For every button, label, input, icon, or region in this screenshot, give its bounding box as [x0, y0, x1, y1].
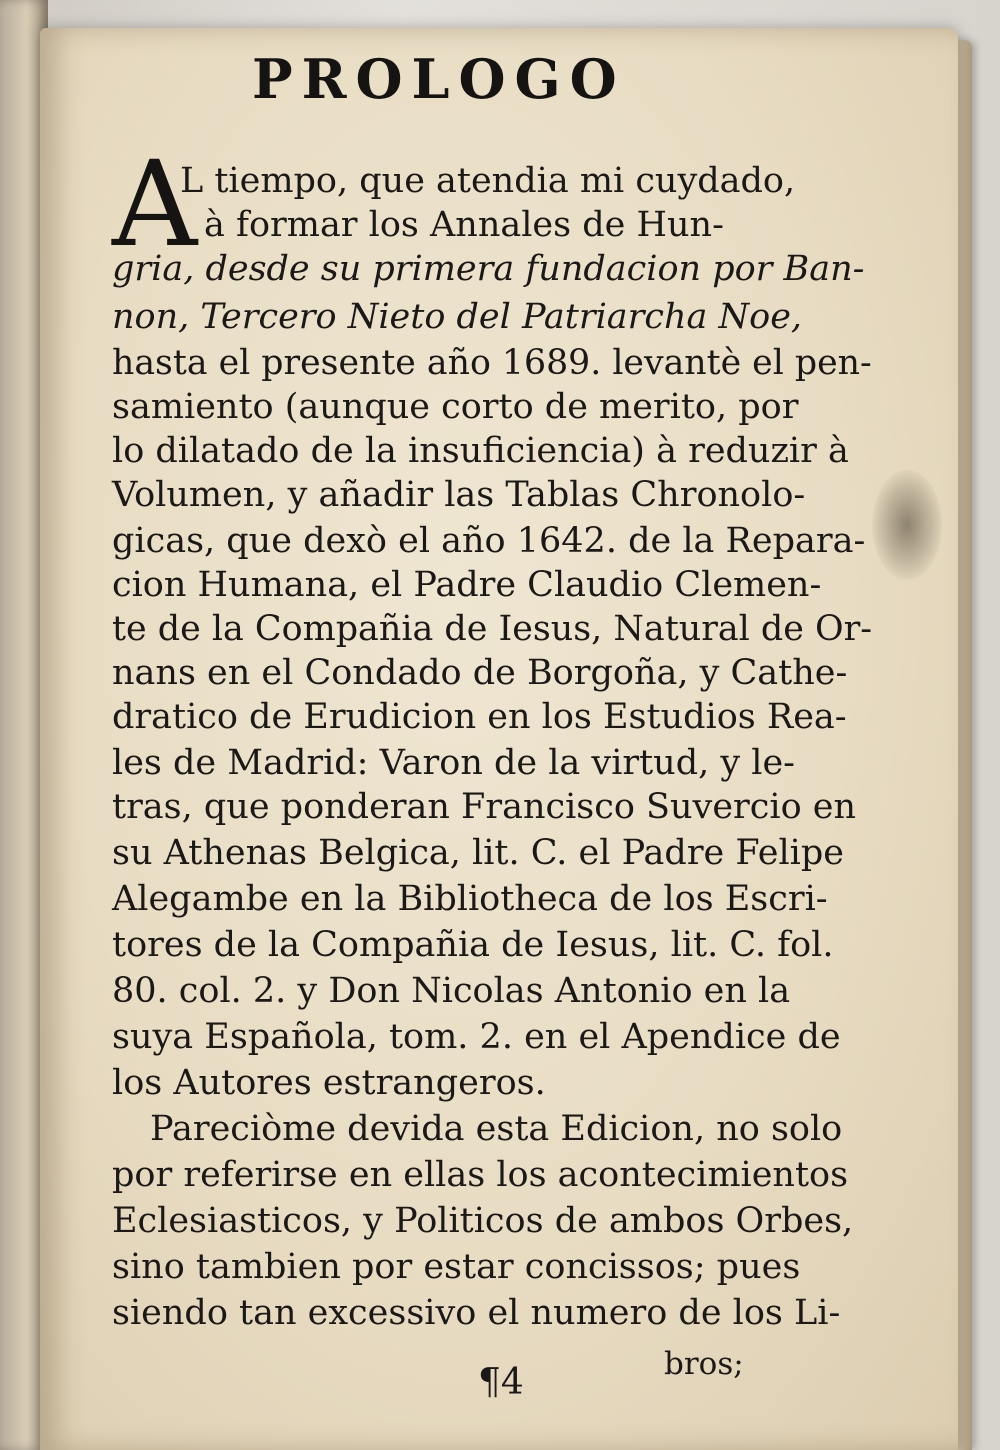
text-line: su Athenas Belgica, lit. C. el Padre Felipe [112, 833, 844, 873]
text-line: 80. col. 2. y Don Nicolas Antonio en la [112, 971, 791, 1011]
text-line: hasta el presente año 1689. levantè el pen- [112, 343, 872, 383]
text-line: los Autores estrangeros. [112, 1063, 546, 1103]
text-line: tras, que ponderan Francisco Suvercio en [112, 787, 857, 827]
text-line: lo dilatado de la insuficiencia) à reduzir à [112, 431, 849, 471]
catchword: bros; [664, 1346, 744, 1382]
text-line: à formar los Annales de Hun- [204, 205, 724, 245]
text-line: samiento (aunque corto de merito, por [112, 387, 799, 427]
text-line: por referirse en ellas los acontecimientos [112, 1155, 849, 1195]
text-line: Eclesiasticos, y Politicos de ambos Orbes, [112, 1201, 854, 1241]
drop-cap-initial: A [112, 135, 198, 273]
text-line: non, Tercero Nieto del Patriarcha Noe, [112, 297, 803, 337]
text-line: gria, desde su primera fundacion por Ban- [112, 249, 865, 289]
text-line: Pareciòme devida esta Edicion, no solo [150, 1109, 843, 1149]
text-line: gicas, que dexò el año 1642. de la Repara- [112, 521, 866, 561]
text-line: sino tambien por estar concissos; pues [112, 1247, 801, 1287]
text-line: L tiempo, que atendia mi cuydado, [180, 161, 796, 201]
text-line: Volumen, y añadir las Tablas Chronolo- [112, 475, 806, 515]
text-line: Alegambe en la Bibliotheca de los Escri- [112, 879, 828, 919]
text-line: les de Madrid: Varon de la virtud, y le- [112, 743, 796, 783]
page-heading: PROLOGO [252, 47, 626, 111]
text-line: tores de la Compañia de Iesus, lit. C. fol. [112, 925, 834, 965]
ink-stain [872, 470, 942, 580]
text-line: cion Humana, el Padre Claudio Clemen- [112, 565, 822, 605]
text-line: siendo tan excessivo el numero de los Li- [112, 1293, 841, 1333]
text-line: suya Española, tom. 2. en el Apendice de [112, 1017, 841, 1057]
text-line: dratico de Erudicion en los Estudios Rea- [112, 697, 847, 737]
text-line: te de la Compañia de Iesus, Natural de Or- [112, 609, 873, 649]
text-line: nans en el Condado de Borgoña, y Cathe- [112, 653, 848, 693]
signature-mark: ¶4 [478, 1362, 524, 1403]
